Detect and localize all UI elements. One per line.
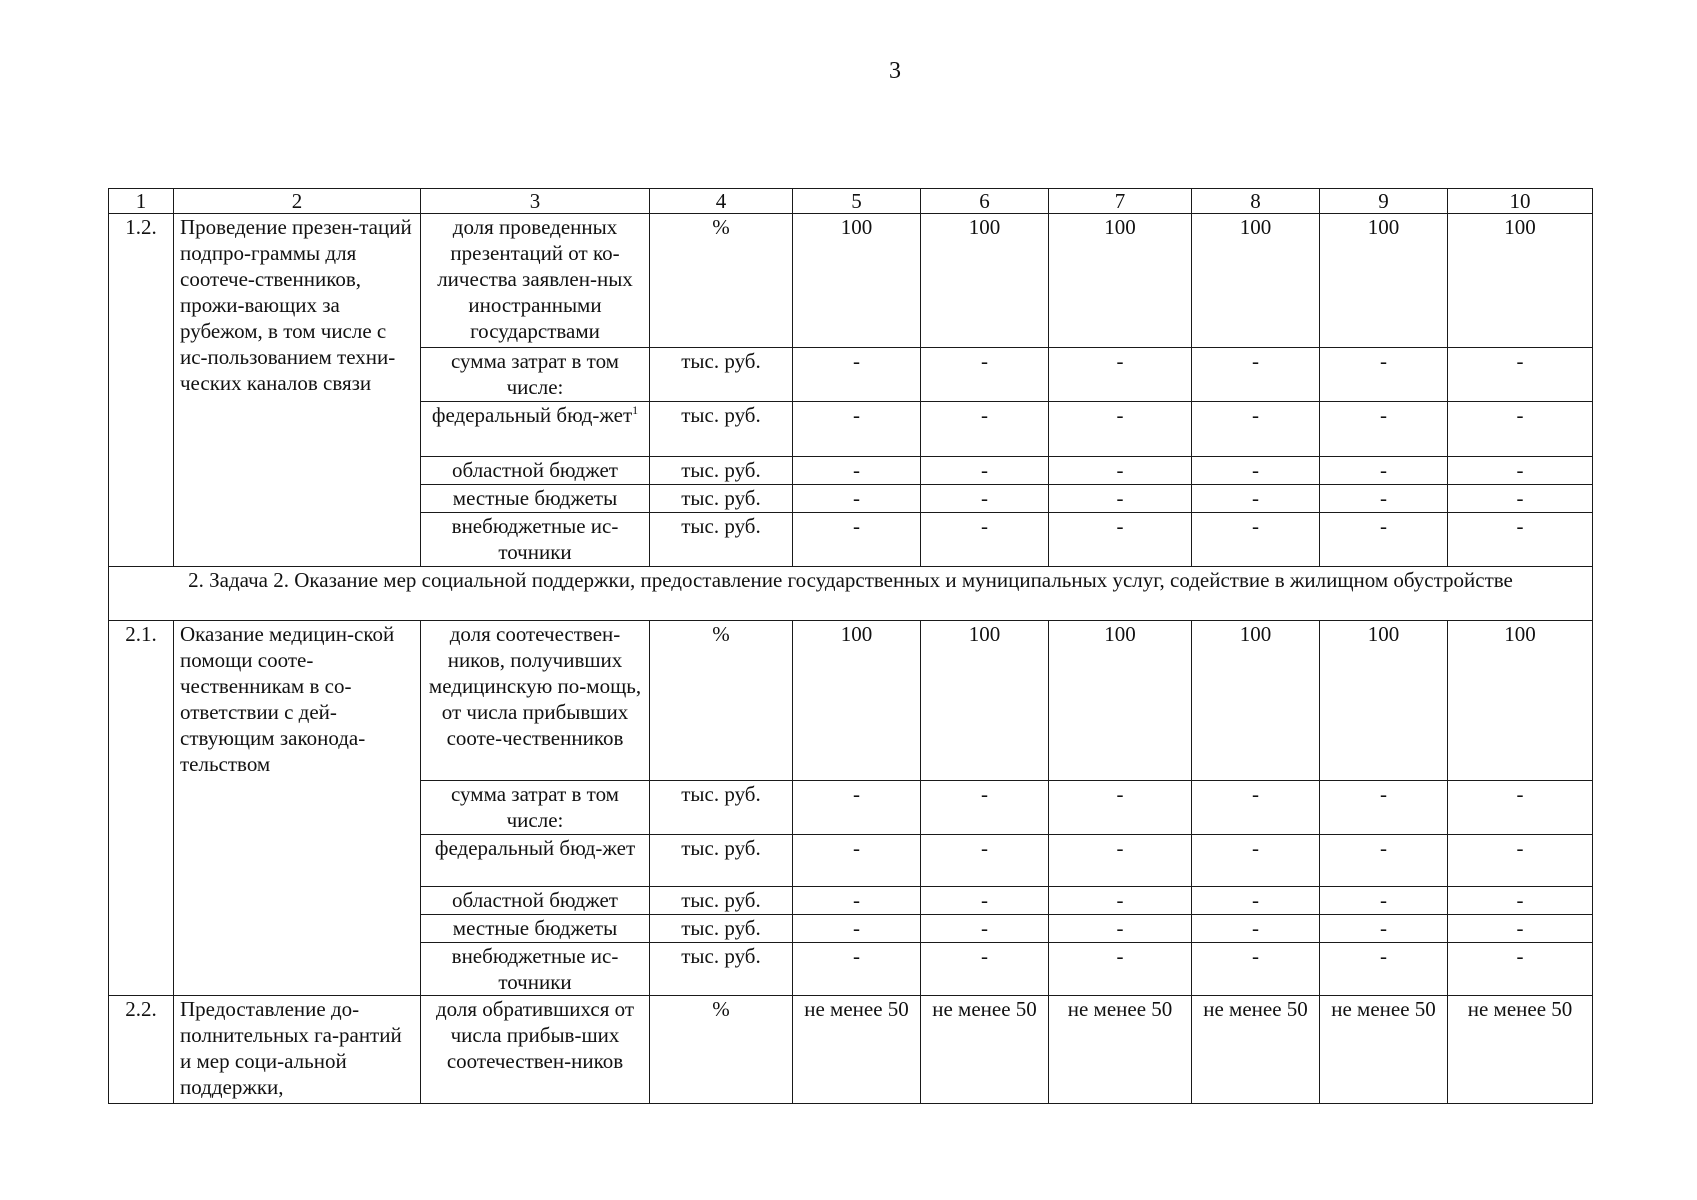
value-cell: - [1192,402,1320,457]
unit-cell: тыс. руб. [650,402,793,457]
value-cell: 100 [1192,621,1320,781]
value-cell: - [1049,513,1192,567]
indicator-name: доля проведенных презентаций от ко-личества заявлен-ных иностранными государствами [421,214,650,348]
value-cell: - [921,915,1049,943]
value-cell: 100 [1192,214,1320,348]
value-cell: - [921,513,1049,567]
value-cell: 100 [1448,621,1593,781]
value-cell: - [1192,513,1320,567]
value-cell: - [1448,943,1593,996]
value-cell: - [793,943,921,996]
value-cell: - [1448,513,1593,567]
value-cell: - [921,887,1049,915]
page-number: 3 [889,58,901,84]
value-cell: 100 [1320,214,1448,348]
local-budget-label: местные бюджеты [421,915,650,943]
column-number-row [109,189,1593,214]
header-cell: 1 [109,189,174,214]
value-cell: - [1448,781,1593,835]
value-cell: не менее 50 [793,996,921,1104]
row-number: 1.2. [109,214,174,567]
section-title: 2. Задача 2. Оказание мер социальной поддержки, предоставление государственных и муниципальных услуг, содействие в жилищном обустройстве [109,567,1593,621]
value-cell: - [1320,402,1448,457]
value-cell: - [793,402,921,457]
unit-cell: тыс. руб. [650,513,793,567]
value-cell: - [921,781,1049,835]
value-cell: - [793,348,921,402]
value-cell: - [1192,348,1320,402]
value-cell: не менее 50 [1448,996,1593,1104]
value-cell: - [1049,348,1192,402]
unit-cell: тыс. руб. [650,887,793,915]
row-number: 2.1. [109,621,174,996]
value-cell: - [793,485,921,513]
table-row [109,996,1593,1104]
regional-budget-label: областной бюджет [421,457,650,485]
value-cell: 100 [921,214,1049,348]
header-cell: 2 [174,189,421,214]
value-cell: - [921,457,1049,485]
value-cell: - [1448,457,1593,485]
cost-label: сумма затрат в том числе: [421,348,650,402]
value-cell: - [1049,781,1192,835]
value-cell: - [1049,835,1192,887]
value-cell: - [921,943,1049,996]
header-cell: 8 [1192,189,1320,214]
header-cell: 6 [921,189,1049,214]
extra-budget-label: внебюджетные ис-точники [421,513,650,567]
value-cell: - [1049,887,1192,915]
header-cell: 5 [793,189,921,214]
value-cell: - [1448,348,1593,402]
header-cell: 7 [1049,189,1192,214]
table-row [109,214,1593,348]
value-cell: - [793,457,921,485]
federal-budget-label: федеральный бюд-жет [421,835,650,887]
unit-cell: тыс. руб. [650,835,793,887]
value-cell: не менее 50 [1320,996,1448,1104]
value-cell: - [921,485,1049,513]
value-cell: - [1448,915,1593,943]
value-cell: 100 [921,621,1049,781]
value-cell: - [1192,835,1320,887]
value-cell: 100 [793,621,921,781]
program-indicators-table [108,188,1593,1104]
federal-budget-label [421,402,650,457]
value-cell: - [1448,402,1593,457]
section-row [109,567,1593,621]
value-cell: - [1320,835,1448,887]
value-cell: - [1192,485,1320,513]
federal-budget-text: федеральный бюд-жет [431,403,633,427]
value-cell: - [1320,457,1448,485]
value-cell: не менее 50 [1192,996,1320,1104]
header-cell: 4 [650,189,793,214]
row-number: 2.2. [109,996,174,1104]
value-cell: 100 [1049,621,1192,781]
value-cell: не менее 50 [921,996,1049,1104]
extra-budget-label: внебюджетные ис-точники [421,943,650,996]
value-cell: - [793,781,921,835]
unit-cell: % [650,621,793,781]
header-cell: 10 [1448,189,1593,214]
activity-name: Проведение презен-таций подпро-граммы для соотече-ственников, прожи-вающих за рубежом, в том числе с ис-пользованием техни-ческих каналов связи [174,214,421,567]
value-cell: - [793,513,921,567]
indicator-name: доля соотечествен-ников, получивших медицинскую по-мощь, от числа прибывших сооте-чественников [421,621,650,781]
unit-cell: тыс. руб. [650,781,793,835]
header-cell: 9 [1320,189,1448,214]
unit-cell: % [650,996,793,1104]
local-budget-label: местные бюджеты [421,485,650,513]
value-cell: - [1448,835,1593,887]
value-cell: 100 [1320,621,1448,781]
regional-budget-label: областной бюджет [421,887,650,915]
value-cell: - [1192,781,1320,835]
unit-cell: % [650,214,793,348]
value-cell: - [1049,915,1192,943]
value-cell: - [1192,943,1320,996]
value-cell: - [1049,402,1192,457]
cost-label: сумма затрат в том числе: [421,781,650,835]
unit-cell: тыс. руб. [650,915,793,943]
value-cell: 100 [1049,214,1192,348]
value-cell: - [793,887,921,915]
value-cell: не менее 50 [1049,996,1192,1104]
value-cell: - [1320,781,1448,835]
value-cell: - [1320,887,1448,915]
value-cell: - [1320,513,1448,567]
value-cell: - [1448,887,1593,915]
unit-cell: тыс. руб. [650,485,793,513]
value-cell: - [1320,485,1448,513]
value-cell: - [921,835,1049,887]
value-cell: - [1049,943,1192,996]
indicator-name: доля обратившихся от числа прибыв-ших соотечествен-ников [421,996,650,1104]
value-cell: - [1320,348,1448,402]
value-cell: - [921,402,1049,457]
value-cell: - [1049,457,1192,485]
value-cell: - [1192,887,1320,915]
activity-name: Предоставление до-полнительных га-рантий и мер соци-альной поддержки, [174,996,421,1104]
value-cell: 100 [1448,214,1593,348]
value-cell: - [1320,915,1448,943]
unit-cell: тыс. руб. [650,457,793,485]
value-cell: 100 [793,214,921,348]
footnote-mark: 1 [632,403,639,417]
table-row [109,621,1593,781]
value-cell: - [1192,457,1320,485]
value-cell: - [1049,485,1192,513]
unit-cell: тыс. руб. [650,348,793,402]
value-cell: - [1448,485,1593,513]
value-cell: - [1192,915,1320,943]
value-cell: - [1320,943,1448,996]
value-cell: - [793,835,921,887]
activity-name: Оказание медицин-ской помощи сооте-чественникам в со-ответствии с дей-ствующим законода-тельством [174,621,421,996]
value-cell: - [793,915,921,943]
unit-cell: тыс. руб. [650,943,793,996]
header-cell: 3 [421,189,650,214]
value-cell: - [921,348,1049,402]
